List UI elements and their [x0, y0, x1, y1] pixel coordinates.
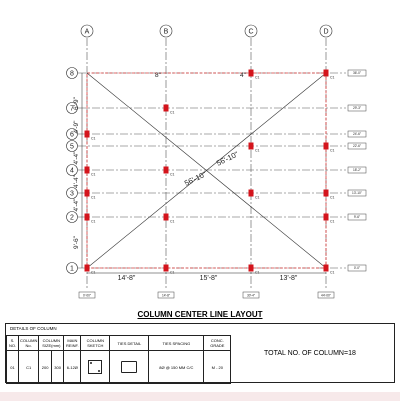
table-row [7, 351, 231, 384]
column-mark [85, 167, 90, 174]
column-label: C1 [255, 75, 260, 80]
cell-sno: 01 [7, 351, 19, 384]
column-label: C1 [170, 172, 175, 177]
column-mark [85, 131, 90, 138]
column-label: C1 [91, 195, 96, 200]
right-level-label: 22'-6" [352, 144, 362, 149]
vertical-spacing-label: 4'-4" [73, 198, 80, 212]
top-mark-label: 8" [155, 72, 161, 79]
grid-label-B: B [163, 28, 169, 36]
vertical-spacing-label: 6'-9" [73, 97, 80, 110]
vertical-spacing-label: 9'-6" [73, 236, 80, 249]
column-mark [164, 214, 169, 221]
cell-ties-detail [110, 351, 149, 384]
column-label: C1 [255, 195, 260, 200]
total-columns: TOTAL NO. OF COLUMN=18 [264, 350, 356, 357]
ties-detail-icon [121, 361, 137, 373]
column-mark [85, 214, 90, 221]
header-column-size: COLUMN SIZE(mm) [39, 336, 64, 351]
grid-label-1: 1 [70, 265, 74, 273]
column-details-table [6, 335, 231, 384]
bottom-level-label: 0'-00" [82, 293, 92, 298]
header-column-sketch: COLUMN SKETCH [81, 336, 110, 351]
column-mark [324, 143, 329, 150]
grid-label-2: 2 [70, 214, 74, 222]
header-column-no: COLUMN No. [19, 336, 39, 351]
vertical-spacing-label: 4'-9" [73, 120, 80, 134]
column-mark [85, 265, 90, 272]
grid-label-5: 5 [70, 143, 74, 151]
cell-conc-grade: M - 20 [204, 351, 231, 384]
cell-column-no: C1 [19, 351, 39, 384]
vertical-spacing-label: 4'-4" [73, 175, 80, 188]
header-main-reinf: MAIN REINF. [64, 336, 81, 351]
column-label: C1 [91, 172, 96, 177]
right-level-label: 24'-6" [352, 132, 362, 137]
grid-label-C: C [248, 28, 254, 36]
right-level-label: 13'-10" [352, 191, 362, 196]
cell-size-d: 300 [51, 351, 64, 384]
column-label: C1 [91, 270, 96, 275]
column-label: C1 [330, 270, 335, 275]
horizontal-spacing-label: 14'-8" [117, 275, 136, 282]
column-label: C1 [170, 270, 175, 275]
column-mark [164, 167, 169, 174]
bottom-level-label: 14'-8" [161, 293, 171, 298]
column-label: C1 [91, 136, 96, 141]
column-mark [249, 70, 254, 77]
cell-size-w: 200 [39, 351, 52, 384]
column-mark [164, 265, 169, 272]
diagonal-dimension-1: 56'-10" [214, 149, 240, 168]
column-mark [249, 190, 254, 197]
column-label: C1 [91, 219, 96, 224]
table-header-row [7, 336, 231, 351]
right-level-label: 0'-0" [353, 266, 361, 271]
bottom-level-label: 30'-4" [246, 293, 256, 298]
column-label: C1 [170, 219, 175, 224]
right-level-label: 9'-6" [353, 215, 361, 220]
column-sketch-icon [88, 360, 102, 374]
grid-label-8: 8 [70, 70, 74, 78]
column-details-panel [5, 323, 395, 383]
top-mark-label: 4" [240, 72, 246, 79]
column-mark [249, 265, 254, 272]
header-ties-detail: TIES DETAIL [110, 336, 149, 351]
column-label: C1 [330, 148, 335, 153]
right-level-label: 36'-0" [352, 71, 362, 76]
column-mark [249, 143, 254, 150]
cell-ties-spacing: 8Ø @ 150 MM C/C [149, 351, 204, 384]
column-label: C1 [170, 110, 175, 115]
header-sno: S. NO. [7, 336, 19, 351]
column-mark [324, 214, 329, 221]
diagonal-dimension-2: 56'-10" [182, 169, 208, 188]
column-mark [324, 190, 329, 197]
drawing-title: COLUMN CENTER LINE LAYOUT [137, 310, 263, 319]
horizontal-spacing-label: 13'-8" [279, 275, 298, 282]
column-mark [85, 190, 90, 197]
column-label: C1 [330, 219, 335, 224]
grid-label-7: 7 [70, 105, 74, 113]
grid-label-A: A [84, 28, 90, 36]
column-label: C1 [255, 270, 260, 275]
cell-column-sketch [81, 351, 110, 384]
grid-label-4: 4 [70, 167, 74, 175]
horizontal-spacing-label: 15'-8" [199, 275, 218, 282]
details-heading: DETAILS OF COLUMN [10, 326, 57, 331]
column-mark [324, 70, 329, 77]
column-label: C1 [255, 148, 260, 153]
grid-label-D: D [323, 28, 329, 36]
right-level-label: 18'-2" [352, 168, 362, 173]
bottom-level-label: 44'-00" [321, 293, 331, 298]
header-conc-grade: CONC. GRADE [204, 336, 231, 351]
grid-label-3: 3 [70, 190, 74, 198]
header-ties-spacing: TIES SPACING [149, 336, 204, 351]
column-mark [324, 265, 329, 272]
cell-main-reinf: 6-12Ø [64, 351, 81, 384]
column-label: C1 [330, 195, 335, 200]
column-mark [164, 105, 169, 112]
column-label: C1 [330, 75, 335, 80]
right-level-label: 29'-3" [352, 106, 362, 111]
vertical-spacing-label: 4'-4" [73, 151, 80, 165]
grid-label-6: 6 [70, 131, 74, 139]
